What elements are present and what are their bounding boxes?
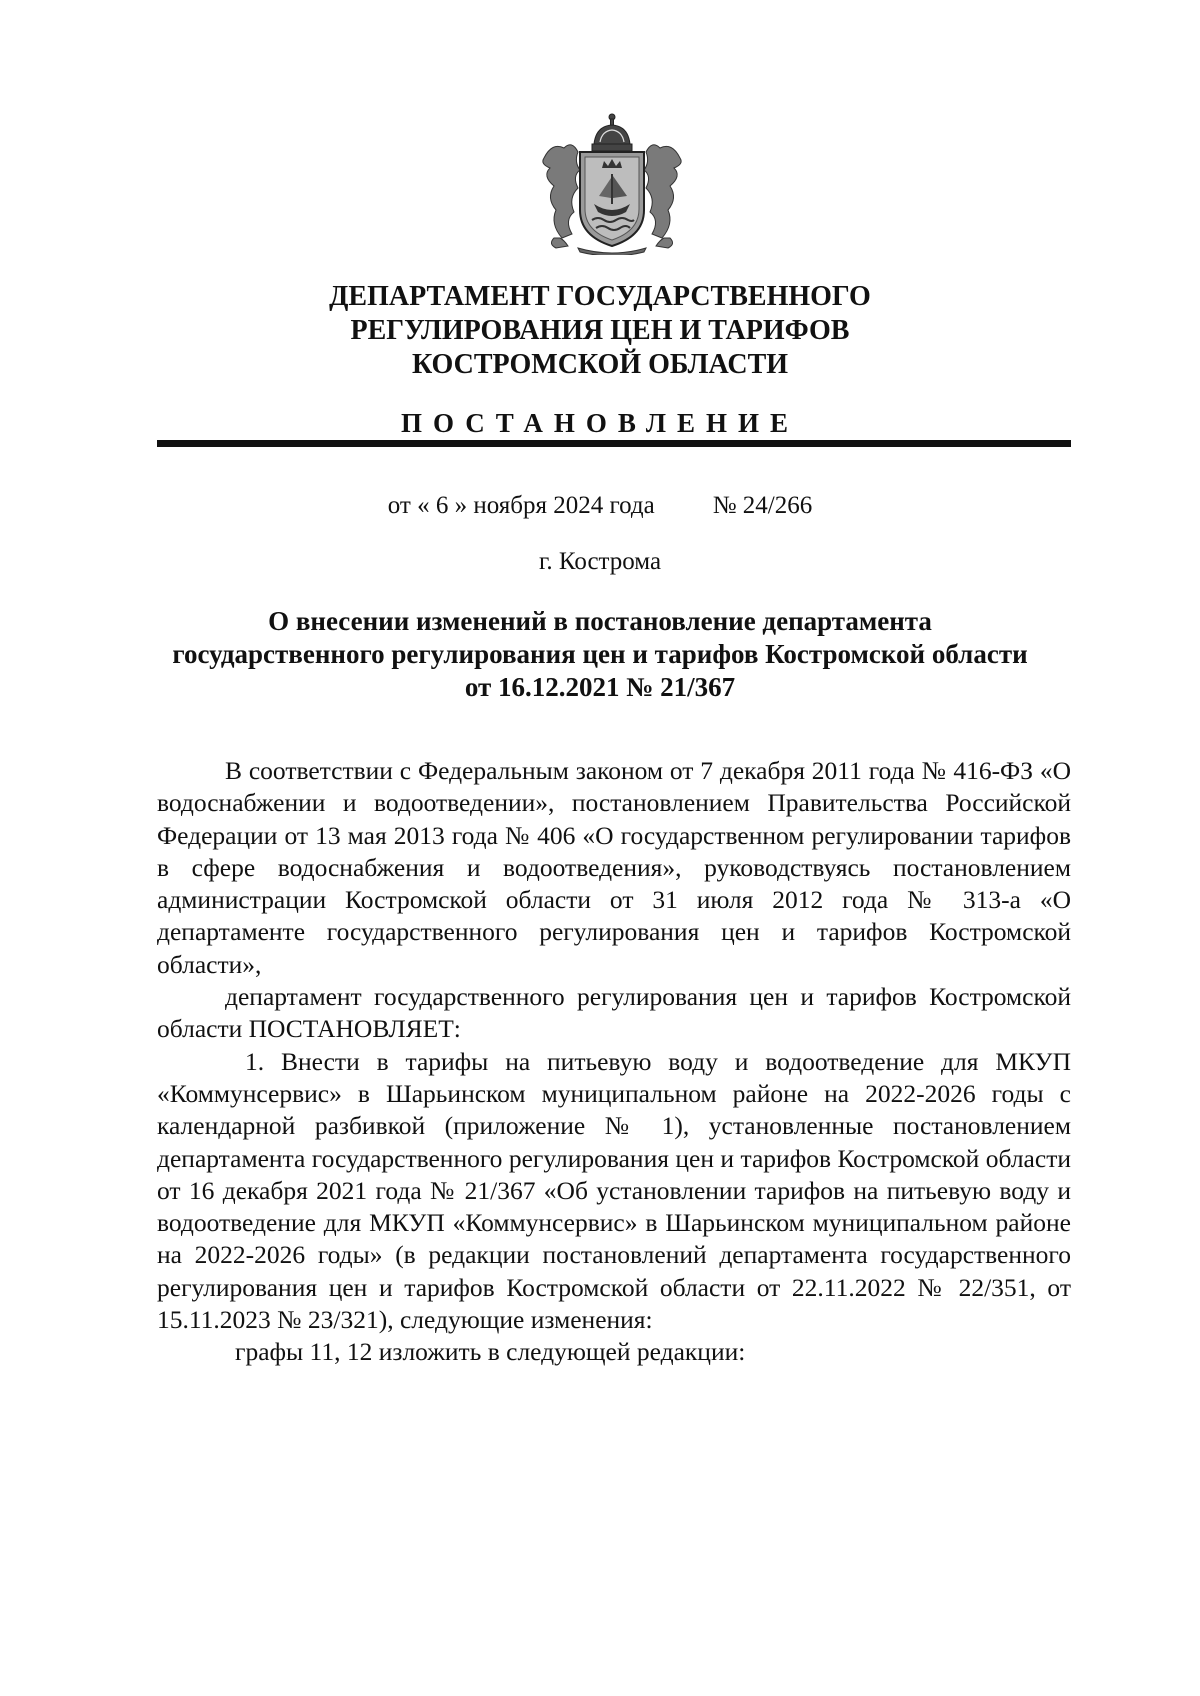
header-divider [157,440,1071,447]
department-title-line: КОСТРОМСКОЙ ОБЛАСТИ [411,349,789,380]
date-line [0,490,1200,522]
document-date: от « 6 » ноября 2024 года [387,492,655,519]
coat-of-arms-icon [538,112,686,255]
paragraph-legal-basis: В соответствии с Федеральным законом от 7 декабря 2011 года № 416-ФЗ «О водоснабжении и водоотведении», постановлением Правительства Российской Федерации от 13 мая 2013 года № 406 «О государственном регулировании тарифов в сфере водоснабжения и водоотведения», руководствуясь постановлением администрации Костромской области от 31 июля 2012 года № 313-а «О департаменте государственного регулирования цен и тарифов Костромской области», [157,756,1071,979]
subject-line: О внесении изменений в постановление департамента [268,606,932,636]
department-title-line: ДЕПАРТАМЕНТ ГОСУДАРСТВЕННОГО [329,281,871,312]
paragraph-resolves: департамент государственного регулирования цен и тарифов Костромской области ПОСТАНОВЛЯЕТ: [157,982,1071,1044]
document-subject [0,605,1200,704]
city: г. Кострома [538,548,662,575]
subject-line: от 16.12.2021 № 21/367 [464,672,736,702]
department-title [0,280,1200,382]
document-type: ПОСТАНОВЛЕНИЕ [400,408,800,438]
department-title-line: РЕГУЛИРОВАНИЯ ЦЕН И ТАРИФОВ [350,315,850,346]
document-number: № 24/266 [712,492,813,519]
paragraph-columns: графы 11, 12 изложить в следующей редакции: [235,1337,746,1367]
document-body [157,755,1071,1369]
paragraph-item-1: 1. Внести в тарифы на питьевую воду и водоотведение для МКУП «Коммунсервис» в Шарьинском муниципальном районе на 2022-2026 годы с календарной разбивкой (приложение № 1), установленные постановлением департамента государственного регулирования цен и тарифов Костромской области от 16 декабря 2021 года № 21/367 «Об установлении тарифов на питьевую воду и водоотведение для МКУП «Коммунсервис» в Шарьинском муниципальном районе на 2022-2026 годы» (в редакции постановлений департамента государственного регулирования цен и тарифов Костромской области от 22.11.2022 № 22/351, от 15.11.2023 № 23/321), следующие изменения: [157,1046,1071,1335]
subject-line: государственного регулирования цен и тарифов Костромской области [172,639,1028,669]
